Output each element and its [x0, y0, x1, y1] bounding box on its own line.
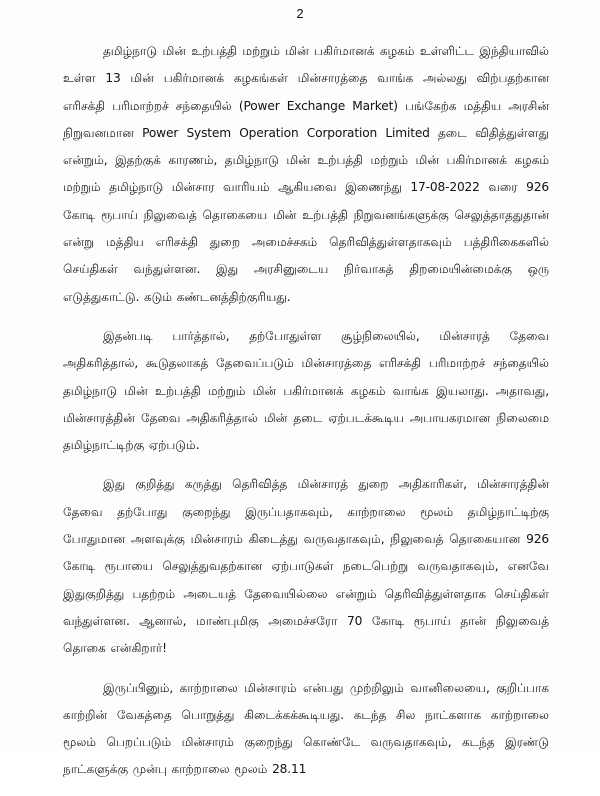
paragraph-power-exchange-ban: தமிழ்நாடு மின் உற்பத்தி மற்றும் மின் பகிர்மானக் கழகம் உள்ளிட்ட இந்தியாவில் உள்ள 13 மின் பகிர்மானக் கழகங்கள் மின்சாரத்தை வாங்க அல்லது விற்பதற்கான எரிசக்தி பரிமாற்றச் சந்தையில் (Power Exchange Market) பங்கேற்க மத்திய அரசின் நிறுவனமான Power System Operation Corporation Limited தடை விதித்துள்ளது என்றும், இதற்குக் காரணம், தமிழ்நாடு மின் உற்பத்தி மற்றும் மின் பகிர்மானக் கழகம் மற்றும் தமிழ்நாடு மின்சார வாரியம் ஆகியவை இணைந்து 17-08-2022 வரை 926 கோடி ரூபாய் நிலுவைத் தொகையை மின் உற்பத்தி நிறுவனங்களுக்கு செலுத்தாததுதான் என்று மத்திய எரிசக்தி துறை அமைச்சகம் தெரிவித்துள்ளதாகவும் பத்திரிகைகளில் செய்திகள் வந்துள்ளன. இது அரசினுடைய நிர்வாகத் திறமையின்மைக்கு ஒரு எடுத்துகாட்டு. கடும் கண்டனத்திற்குரியது.: [63, 44, 549, 304]
paragraph-officials-response: இது குறித்து கருத்து தெரிவித்த மின்சாரத் துறை அதிகாரிகள், மின்சாரத்தின் தேவை தற்போது குறைந்து இருப்பதாகவும், காற்றாலை மூலம் தமிழ்நாட்டிற்கு போதுமான அளவுக்கு மின்சாரம் கிடைத்து வருவதாகவும், நிலுவைத் தொகையான 926 கோடி ரூபாயை செலுத்துவதற்கான ஏற்பாடுகள் நடைபெற்று வருவதாகவும், எனவே இதுகுறித்து பதற்றம் அடையத் தேவையில்லை என்றும் தெரிவித்துள்ளதாக செய்திகள் வந்துள்ளன. ஆனால், மாண்புமிகு அமைச்சரோ 70 கோடி ரூபாய் தான் நிலுவைத் தொகை என்கிறார்!: [63, 477, 549, 656]
paragraph-wind-power: இருப்பினும், காற்றாலை மின்சாரம் என்பது முற்றிலும் வானிலையை, குறிப்பாக காற்றின் வேகத்தை பொறுத்து கிடைக்கக்கூடியது. கடந்த சில நாட்களாக காற்றாலை மூலம் பெறப்படும் மின்சாரம் குறைந்து கொண்டே வருவதாகவும், கடந்த இரண்டு நாட்களுக்கு முன்பு காற்றாலை மூலம் 28.11: [63, 680, 549, 777]
page-number: 2: [296, 6, 304, 21]
paragraph-power-cut-risk: இதன்படி பார்த்தால், தற்போதுள்ள சூழ்நிலையில், மின்சாரத் தேவை அதிகரித்தால், கூடுதலாகத் தேவைப்படும் மின்சாரத்தை எரிசக்தி பரிமாற்றச் சந்தையில் தமிழ்நாடு மின் உற்பத்தி மற்றும் மின் பகிர்மானக் கழகம் வாங்க இயலாது. அதாவது, மின்சாரத்தின் தேவை அதிகரித்தால் மின் தடை ஏற்படக்கூடிய அபாயகரமான நிலைமை தமிழ்நாட்டிற்கு ஏற்படும்.: [63, 328, 549, 453]
document-body: [63, 38, 549, 796]
